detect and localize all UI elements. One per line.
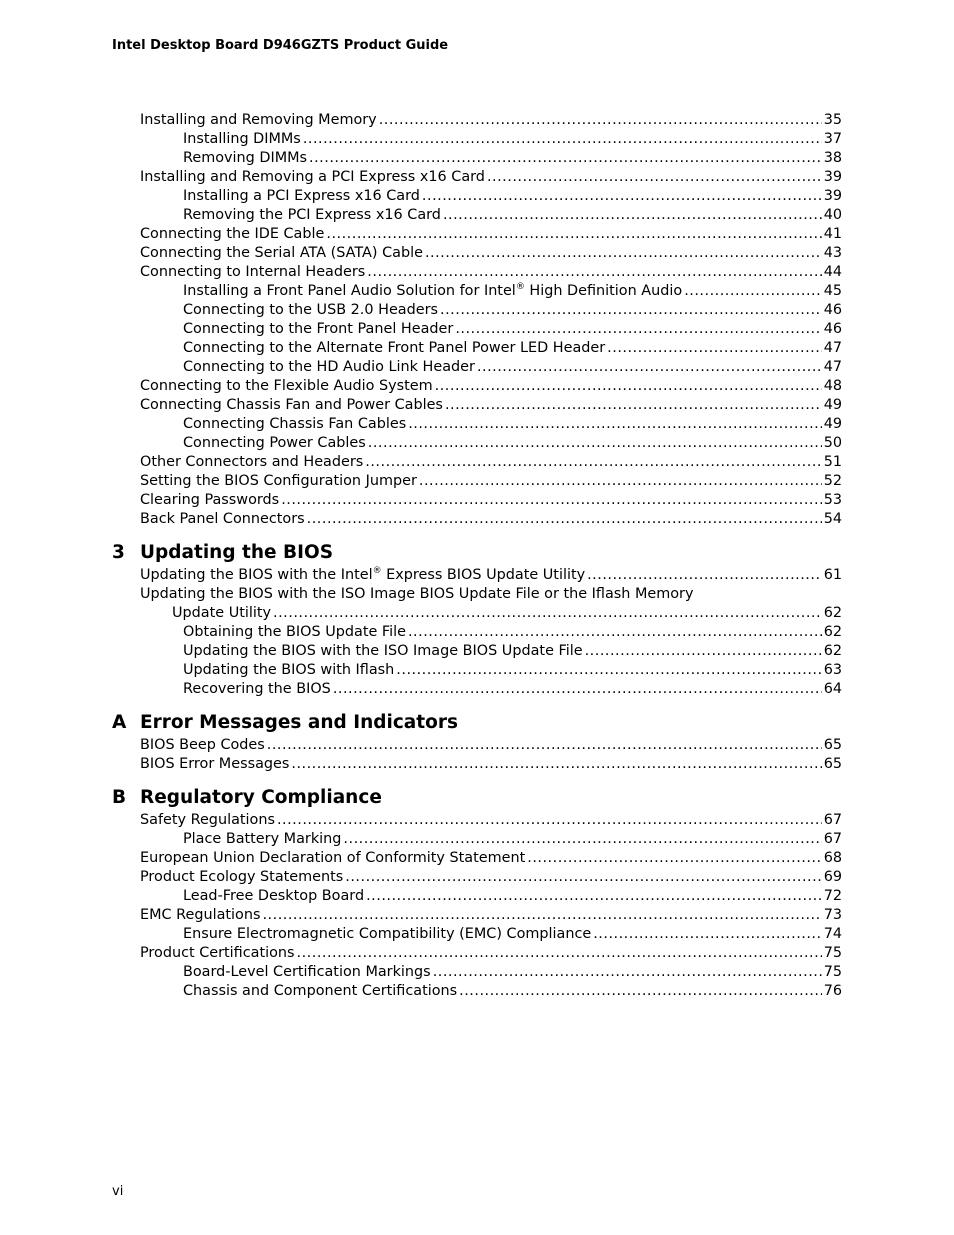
toc-entry-title: Updating the BIOS with the ISO Image BIOS Update File or the Iflash Memory	[140, 586, 694, 602]
toc-entry[interactable]	[112, 301, 842, 320]
toc-entry-title-part: Installing a Front Panel Audio Solution for Intel	[183, 283, 516, 299]
toc-entry[interactable]	[112, 263, 842, 282]
dot-leader	[333, 680, 822, 699]
dot-leader	[368, 434, 822, 453]
toc-entry-page: 46	[823, 302, 842, 318]
toc-entry-page: 45	[823, 283, 842, 299]
toc-entry[interactable]	[112, 868, 842, 887]
toc-entry[interactable]	[112, 415, 842, 434]
toc-entry-title: Connecting Chassis Fan Cables	[183, 416, 407, 432]
toc-entry-page: 38	[823, 150, 842, 166]
toc-entry-title: Updating the BIOS with Iflash	[183, 662, 395, 678]
toc-entry-title: Recovering the BIOS	[183, 681, 331, 697]
toc-entry-page: 40	[823, 207, 842, 223]
toc-entry-title: Connecting to the Front Panel Header	[183, 321, 454, 337]
toc-entry[interactable]	[112, 225, 842, 244]
toc-entry-title: EMC Regulations	[140, 907, 261, 923]
toc-entry[interactable]	[112, 755, 842, 774]
appendix-heading[interactable]	[112, 783, 842, 813]
toc-entry-page: 75	[823, 964, 842, 980]
toc-entry[interactable]	[112, 963, 842, 982]
toc-entry-title	[183, 282, 682, 301]
dot-leader	[477, 358, 822, 377]
toc-entry-title: Connecting Chassis Fan and Power Cables	[140, 397, 443, 413]
toc-entry-title-part: Updating the BIOS with the Intel	[140, 567, 373, 583]
toc-entry-title: Updating the BIOS with the ISO Image BIOS Update File	[183, 643, 583, 659]
dot-leader	[303, 130, 822, 149]
dot-leader	[281, 491, 822, 510]
toc-entry-title: Clearing Passwords	[140, 492, 280, 508]
toc-entry-title: Connecting to the HD Audio Link Header	[183, 359, 475, 375]
dot-leader	[445, 396, 822, 415]
dot-leader	[273, 604, 822, 623]
toc-entry-page: 67	[823, 812, 842, 828]
toc-entry-page: 35	[823, 112, 842, 128]
dot-leader	[365, 453, 821, 472]
toc-entry-title: Chassis and Component Certifications	[183, 983, 458, 999]
toc-entry-page: 43	[823, 245, 842, 261]
toc-entry[interactable]	[112, 830, 842, 849]
toc-entry[interactable]	[112, 111, 842, 130]
toc-entry-title	[140, 566, 585, 585]
toc-entry-title: Ensure Electromagnetic Compatibility (EMC) Compliance	[183, 926, 592, 942]
dot-leader	[367, 263, 821, 282]
toc-entry[interactable]	[112, 566, 842, 585]
toc-entry-title: Safety Regulations	[140, 812, 275, 828]
chapter-heading[interactable]	[112, 538, 842, 568]
dot-leader	[366, 887, 822, 906]
toc-entry[interactable]	[112, 282, 842, 301]
toc-entry-page: 44	[823, 264, 842, 280]
dot-leader	[587, 566, 822, 585]
toc-entry-title: Removing the PCI Express x16 Card	[183, 207, 441, 223]
toc-entry[interactable]	[112, 320, 842, 339]
toc-entry-page: 62	[823, 624, 842, 640]
toc-entry-page: 72	[823, 888, 842, 904]
toc-entry-page: 49	[823, 397, 842, 413]
toc-entry-page: 41	[823, 226, 842, 242]
toc-entry-title: Connecting to the USB 2.0 Headers	[183, 302, 439, 318]
toc-entry-title: Connecting the Serial ATA (SATA) Cable	[140, 245, 423, 261]
toc-entry-line[interactable]	[112, 585, 842, 604]
dot-leader	[459, 982, 822, 1001]
toc-entry-page: 39	[823, 188, 842, 204]
toc-entry-title-part: High Definition Audio	[524, 283, 683, 299]
toc-entry[interactable]	[112, 944, 842, 963]
toc-entry-page: 69	[823, 869, 842, 885]
dot-leader	[585, 642, 822, 661]
toc-entry[interactable]	[112, 623, 842, 642]
toc-entry-title: Connecting to the Alternate Front Panel Power LED Header	[183, 340, 606, 356]
toc-entry-page: 52	[823, 473, 842, 489]
toc-entry-page: 53	[823, 492, 842, 508]
dot-leader	[309, 149, 822, 168]
dot-leader	[607, 339, 822, 358]
toc-entry-page: 62	[823, 643, 842, 659]
toc-entry-title: Setting the BIOS Configuration Jumper	[140, 473, 417, 489]
toc-entry[interactable]	[112, 339, 842, 358]
chapter-title: Updating the BIOS	[140, 542, 334, 563]
dot-leader	[297, 944, 822, 963]
dot-leader	[593, 925, 821, 944]
dot-leader	[435, 377, 822, 396]
dot-leader	[408, 415, 821, 434]
toc-entry[interactable]	[112, 811, 842, 830]
toc-entry-page: 68	[823, 850, 842, 866]
page-number: vi	[112, 1184, 124, 1199]
dot-leader	[291, 755, 821, 774]
appendix-title: Error Messages and Indicators	[140, 712, 458, 733]
toc-entry-title: Connecting the IDE Cable	[140, 226, 325, 242]
toc-entry-title: Place Battery Marking	[183, 831, 342, 847]
toc-entry-title: Lead-Free Desktop Board	[183, 888, 365, 904]
toc-entry[interactable]	[112, 396, 842, 415]
toc-entry-title: Installing and Removing a PCI Express x16 Card	[140, 169, 485, 185]
toc-entry-title: Board-Level Certification Markings	[183, 964, 431, 980]
toc-entry[interactable]	[112, 472, 842, 491]
dot-leader	[267, 736, 822, 755]
toc-entry-page: 73	[823, 907, 842, 923]
toc-entry-page: 64	[823, 681, 842, 697]
toc-entry-title: BIOS Error Messages	[140, 756, 290, 772]
toc-entry-page: 74	[823, 926, 842, 942]
toc-entry-page: 62	[823, 605, 842, 621]
toc-entry[interactable]	[112, 510, 842, 529]
dot-leader	[443, 206, 822, 225]
dot-leader	[455, 320, 821, 339]
toc-entry-page: 76	[823, 983, 842, 999]
dot-leader	[277, 811, 822, 830]
toc-entry[interactable]	[112, 642, 842, 661]
toc-entry-title: European Union Declaration of Conformity Statement	[140, 850, 526, 866]
toc-entry[interactable]	[112, 849, 842, 868]
dot-leader	[440, 301, 822, 320]
toc-entry[interactable]	[112, 680, 842, 699]
toc-entry-page: 48	[823, 378, 842, 394]
toc-entry-page: 50	[823, 435, 842, 451]
toc-entry-title: Connecting to Internal Headers	[140, 264, 366, 280]
dot-leader	[343, 830, 821, 849]
appendix-letter: B	[112, 787, 127, 808]
chapter-number: 3	[112, 542, 125, 563]
dot-leader	[326, 225, 821, 244]
toc-entry[interactable]	[112, 982, 842, 1001]
dot-leader	[345, 868, 821, 887]
toc-entry[interactable]	[112, 736, 842, 755]
dot-leader	[487, 168, 822, 187]
dot-leader	[419, 472, 822, 491]
toc-entry-title: Obtaining the BIOS Update File	[183, 624, 406, 640]
toc-entry-page: 75	[823, 945, 842, 961]
dot-leader	[422, 187, 822, 206]
toc-entry-title: Update Utility	[172, 605, 272, 621]
dot-leader	[684, 282, 821, 301]
toc-entry[interactable]	[112, 187, 842, 206]
table-of-contents	[112, 111, 842, 1001]
toc-entry[interactable]	[112, 358, 842, 377]
dot-leader	[408, 623, 822, 642]
toc-entry-title-part: Express BIOS Update Utility	[381, 567, 586, 583]
toc-entry-continuation[interactable]	[112, 604, 842, 623]
toc-entry-page: 63	[823, 662, 842, 678]
toc-entry-page: 51	[823, 454, 842, 470]
toc-entry-title: Product Ecology Statements	[140, 869, 344, 885]
toc-entry-title: Connecting to the Flexible Audio System	[140, 378, 433, 394]
toc-entry[interactable]	[112, 434, 842, 453]
toc-entry[interactable]	[112, 906, 842, 925]
toc-entry[interactable]	[112, 661, 842, 680]
toc-entry-page: 65	[823, 737, 842, 753]
dot-leader	[307, 510, 822, 529]
toc-entry-page: 47	[823, 359, 842, 375]
dot-leader	[396, 661, 821, 680]
toc-entry[interactable]	[112, 168, 842, 187]
appendix-letter: A	[112, 712, 127, 733]
toc-entry-page: 49	[823, 416, 842, 432]
toc-entry[interactable]	[112, 377, 842, 396]
toc-entry-page: 67	[823, 831, 842, 847]
toc-entry-page: 54	[823, 511, 842, 527]
toc-entry[interactable]	[112, 149, 842, 168]
toc-entry-page: 65	[823, 756, 842, 772]
dot-leader	[425, 244, 822, 263]
toc-entry[interactable]	[112, 925, 842, 944]
registered-mark: ®	[372, 566, 382, 577]
toc-entry-page: 37	[823, 131, 842, 147]
toc-entry-title: Back Panel Connectors	[140, 511, 305, 527]
toc-entry[interactable]	[112, 887, 842, 906]
toc-entry[interactable]	[112, 453, 842, 472]
appendix-title: Regulatory Compliance	[140, 787, 382, 808]
toc-entry[interactable]	[112, 244, 842, 263]
dot-leader	[262, 906, 821, 925]
toc-entry[interactable]	[112, 206, 842, 225]
toc-entry-title: Installing and Removing Memory	[140, 112, 377, 128]
toc-entry[interactable]	[112, 491, 842, 510]
running-header: Intel Desktop Board D946GZTS Product Guide	[112, 38, 449, 53]
toc-entry-title: Installing a PCI Express x16 Card	[183, 188, 420, 204]
toc-entry-page: 46	[823, 321, 842, 337]
dot-leader	[433, 963, 822, 982]
toc-entry-title: Product Certifications	[140, 945, 295, 961]
dot-leader	[527, 849, 821, 868]
toc-entry[interactable]	[112, 130, 842, 149]
toc-entry-page: 61	[823, 567, 842, 583]
dot-leader	[379, 111, 822, 130]
toc-entry-title: Installing DIMMs	[183, 131, 301, 147]
toc-entry-title: Removing DIMMs	[183, 150, 308, 166]
appendix-heading[interactable]	[112, 708, 842, 738]
toc-entry-title: Connecting Power Cables	[183, 435, 366, 451]
registered-mark: ®	[515, 282, 525, 293]
toc-entry-page: 47	[823, 340, 842, 356]
toc-entry-page: 39	[823, 169, 842, 185]
toc-entry-title: Other Connectors and Headers	[140, 454, 364, 470]
toc-entry-title: BIOS Beep Codes	[140, 737, 265, 753]
